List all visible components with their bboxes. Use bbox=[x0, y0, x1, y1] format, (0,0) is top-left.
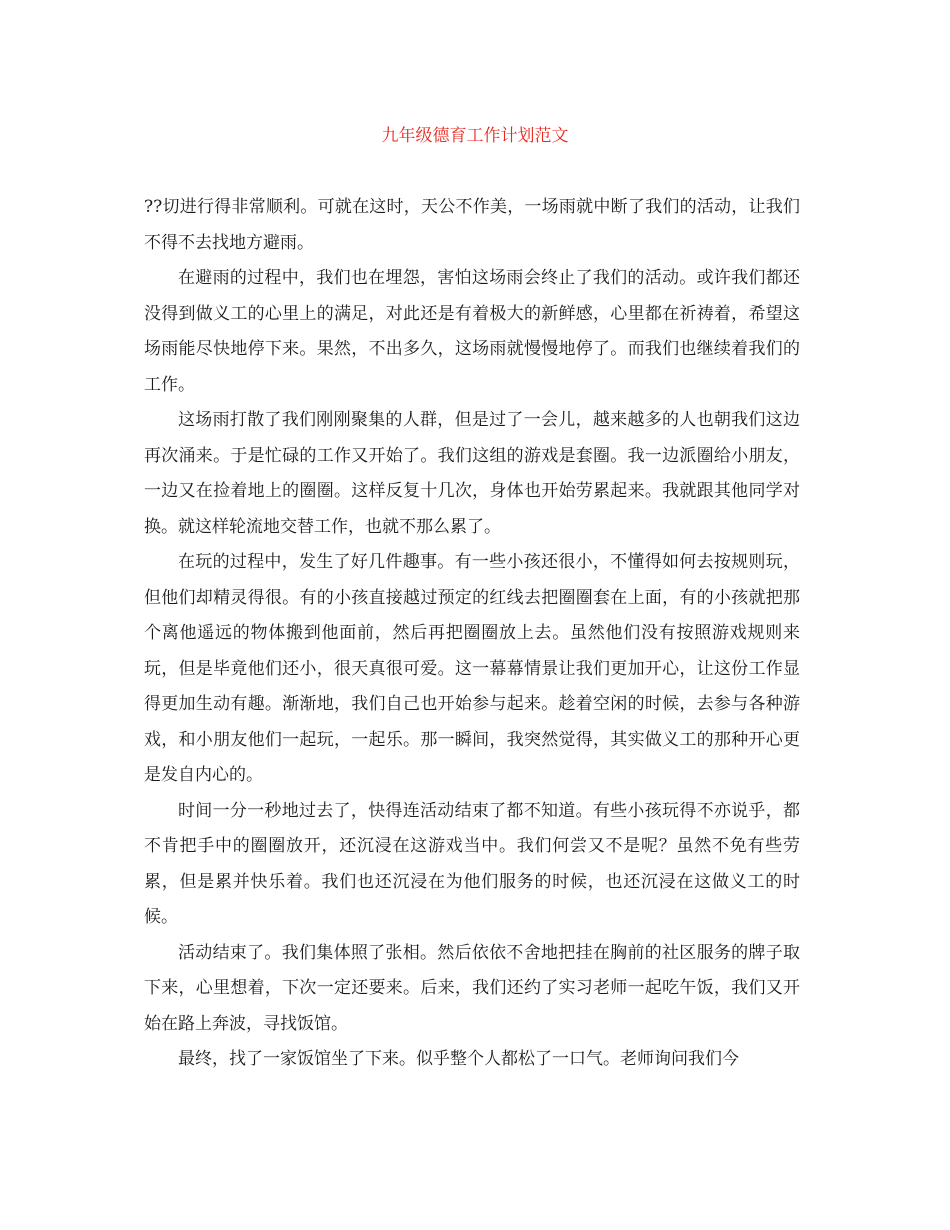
paragraph-6: 活动结束了。我们集体照了张相。然后依依不舍地把挂在胸前的社区服务的牌子取下来，心里想着，下次一定还要来。后来，我们还约了实习老师一起吃午饭，我们又开始在路上奔波，寻找饭馆。 bbox=[144, 942, 800, 1034]
paragraph-5: 时间一分一秒地过去了，快得连活动结束了都不知道。有些小孩玩得不亦说乎，都不肯把手中的圈圈放开，还沉浸在这游戏当中。我们何尝又不是呢？虽然不免有些劳累，但是累并快乐着。我们也还沉浸在为他们服务的时候，也还沉浸在这做义工的时候。 bbox=[144, 800, 800, 927]
paragraph-1: ??切进行得非常顺利。可就在这时，天公不作美，一场雨就中断了我们的活动，让我们不得不去找地方避雨。 bbox=[144, 197, 800, 253]
paragraph-3: 这场雨打散了我们刚刚聚集的人群，但是过了一会儿，越来越多的人也朝我们这边再次涌来。于是忙碌的工作又开始了。我们这组的游戏是套圈。我一边派圈给小朋友，一边又在捡着地上的圈圈。这样反复十几次，身体也开始劳累起来。我就跟其他同学对换。就这样轮流地交替工作，也就不那么累了。 bbox=[144, 410, 800, 537]
paragraph-2: 在避雨的过程中，我们也在埋怨，害怕这场雨会终止了我们的活动。或许我们都还没得到做义工的心里上的满足，对此还是有着极大的新鲜感，心里都在祈祷着，希望这场雨能尽快地停下来。果然，不出多久，这场雨就慢慢地停了。而我们也继续着我们的工作。 bbox=[144, 268, 800, 395]
document-body bbox=[144, 190, 800, 1078]
paragraph-7: 最终，找了一家饭馆坐了下来。似乎整个人都松了一口气。老师询问我们今 bbox=[178, 1049, 739, 1069]
document-title: 九年级德育工作计划范文 bbox=[381, 126, 569, 146]
paragraph-4: 在玩的过程中，发生了好几件趣事。有一些小孩还很小，不懂得如何去按规则玩，但他们却精灵得很。有的小孩直接越过预定的红线去把圈圈套在上面，有的小孩就把那个离他遥远的物体搬到他面前，然后再把圈圈放上去。虽然他们没有按照游戏规则来玩，但是毕竟他们还小，很天真很可爱。这一幕幕情景让我们更加开心，让这份工作显得更加生动有趣。渐渐地，我们自己也开始参与起来。趁着空闲的时候，去参与各种游戏，和小朋友他们一起玩，一起乐。那一瞬间，我突然觉得，其实做义工的那种开心更是发自内心的。 bbox=[144, 552, 800, 785]
